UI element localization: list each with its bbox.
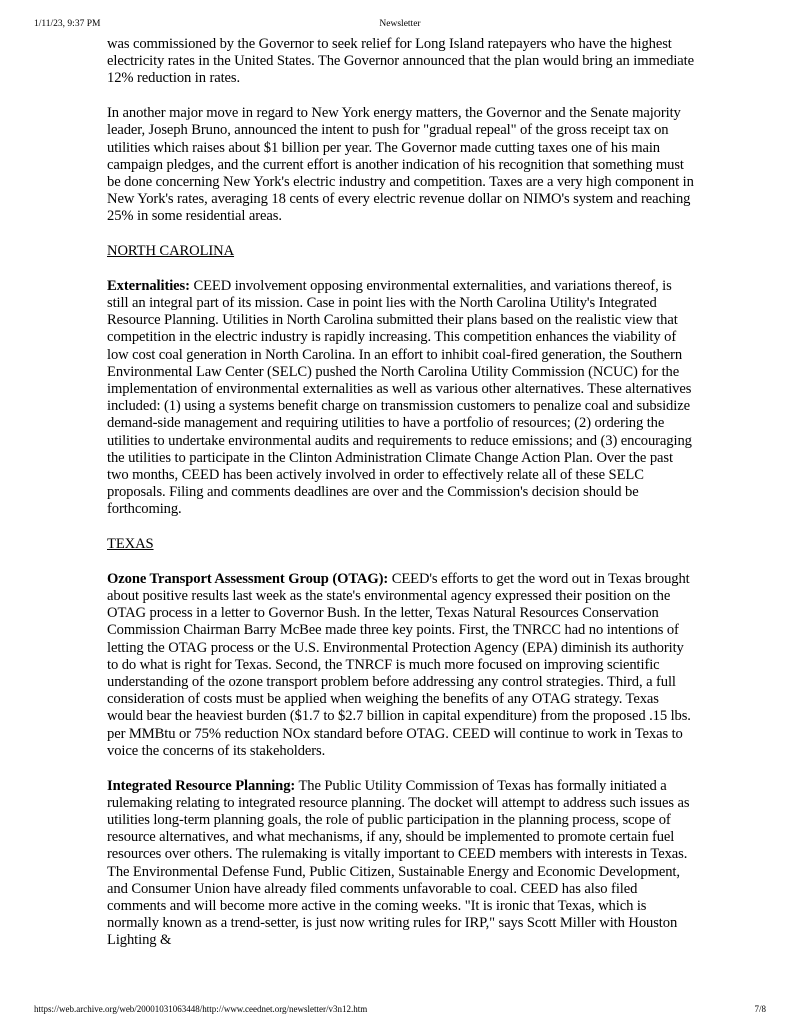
otag-lead: Ozone Transport Assessment Group (OTAG): <box>107 570 389 587</box>
print-datetime: 1/11/23, 9:37 PM <box>34 19 101 29</box>
section-heading-texas: TEXAS <box>107 536 154 553</box>
externalities-lead: Externalities: <box>107 277 190 294</box>
print-page-number: 7/8 <box>754 1004 766 1014</box>
section-heading-north-carolina: NORTH CAROLINA <box>107 243 235 260</box>
externalities-body: CEED involvement opposing environmental externalities, and variations thereof, is still an integral part of its mission. Case in point lies with the North Carolina Utility's Integrated Resource Planning. Utilities in North Carolina submitted their plans based on the realistic view that competition in the electric industry is rapidly increasing. This competition enhances the viability of low cost coal generation in North Carolina. In an effort to inhibit coal-fired generation, the Southern Environmental Law Center (SELC) pushed the North Carolina Utility Commission (NCUC) for the implementation of environmental externalities as well as various other alternatives. These alternatives included: (1) using a systems benefit charge on transmission customers to penalize coal and subsidize demand-side management and requiring utilities to have a portfolio of resources; (2) ordering the utilities to undertake environmental audits and requirements to reduce emissions; and (3) encouraging the utilities to participate in the Clinton Administration Climate Change Action Plan. Over the past two months, CEED has been actively involved in order to effectively relate all of these SELC proposals. Filing and comments deadlines are over and the Commission's decision should be forthcoming. <box>107 277 692 518</box>
print-url: https://web.archive.org/web/20001031063448/http://www.ceednet.org/newsletter/v3n12.htm <box>34 1004 368 1014</box>
paragraph-otag <box>107 571 695 760</box>
irp-lead: Integrated Resource Planning: <box>107 777 296 794</box>
paragraph-gross-receipt-tax: In another major move in regard to New York energy matters, the Governor and the Senate majority leader, Joseph Bruno, announced the intent to push for "gradual repeal" of the gross receipt tax on utilities which raises about $1 billion per year. The Governor made cutting taxes one of his main campaign pledges, and the current effort is another indication of his recognition that something must be done concerning New York's electric industry and competition. Taxes are a very high component in New York's rates, averaging 18 cents of every electric revenue dollar on NIMO's system and reaching 25% in some residential areas. <box>107 105 694 225</box>
otag-body: CEED's efforts to get the word out in Texas brought about positive results last week as the state's environmental agency expressed their position on the OTAG process in a letter to Governor Bush. In the letter, Texas Natural Resources Conservation Commission Chairman Barry McBee made three key points. First, the TNRCC had no intentions of letting the OTAG process or the U.S. Environmental Protection Agency (EPA) diminish its authority to do what is right for Texas. Second, the TNRCF is much more focused on improving scientific understanding of the ozone transport problem before addressing any control strategies. Third, a full consideration of costs must be applied when weighing the benefits of any OTAG strategy. Texas would bear the heaviest burden ($1.7 to $2.7 billion in capital expenditure) from the proposed .15 lbs. per MMBtu or 75% reduction NOx standard before OTAG. CEED will continue to work in Texas to voice the concerns of its stakeholders. <box>107 570 691 759</box>
paragraph-irp <box>107 778 695 950</box>
print-title: Newsletter <box>379 19 421 29</box>
paragraph-long-island: was commissioned by the Governor to seek relief for Long Island ratepayers who have the highest electricity rates in the United States. The Governor announced that the plan would bring an immediate 12% reduction in rates. <box>107 36 694 87</box>
print-header <box>0 19 800 33</box>
paragraph-externalities <box>107 278 695 519</box>
print-footer <box>0 1004 800 1018</box>
irp-body: The Public Utility Commission of Texas has formally initiated a rulemaking relating to integrated resource planning. The docket will attempt to address such issues as utilities long-term planning goals, the role of public participation in the planning process, scope of resource alternatives, and what mechanisms, if any, should be implemented to promote certain fuel resources over others. The rulemaking is vitally important to CEED members with interests in Texas. The Environmental Defense Fund, Public Citizen, Sustainable Energy and Economic Development, and Consumer Union have already filed comments unfavorable to coal. CEED has also filed comments and will become more active in the coming weeks. "It is ironic that Texas, which is normally known as a trend-setter, is just now writing rules for IRP," says Scott Miller with Houston Lighting & <box>107 777 690 949</box>
newsletter-article <box>107 36 695 966</box>
